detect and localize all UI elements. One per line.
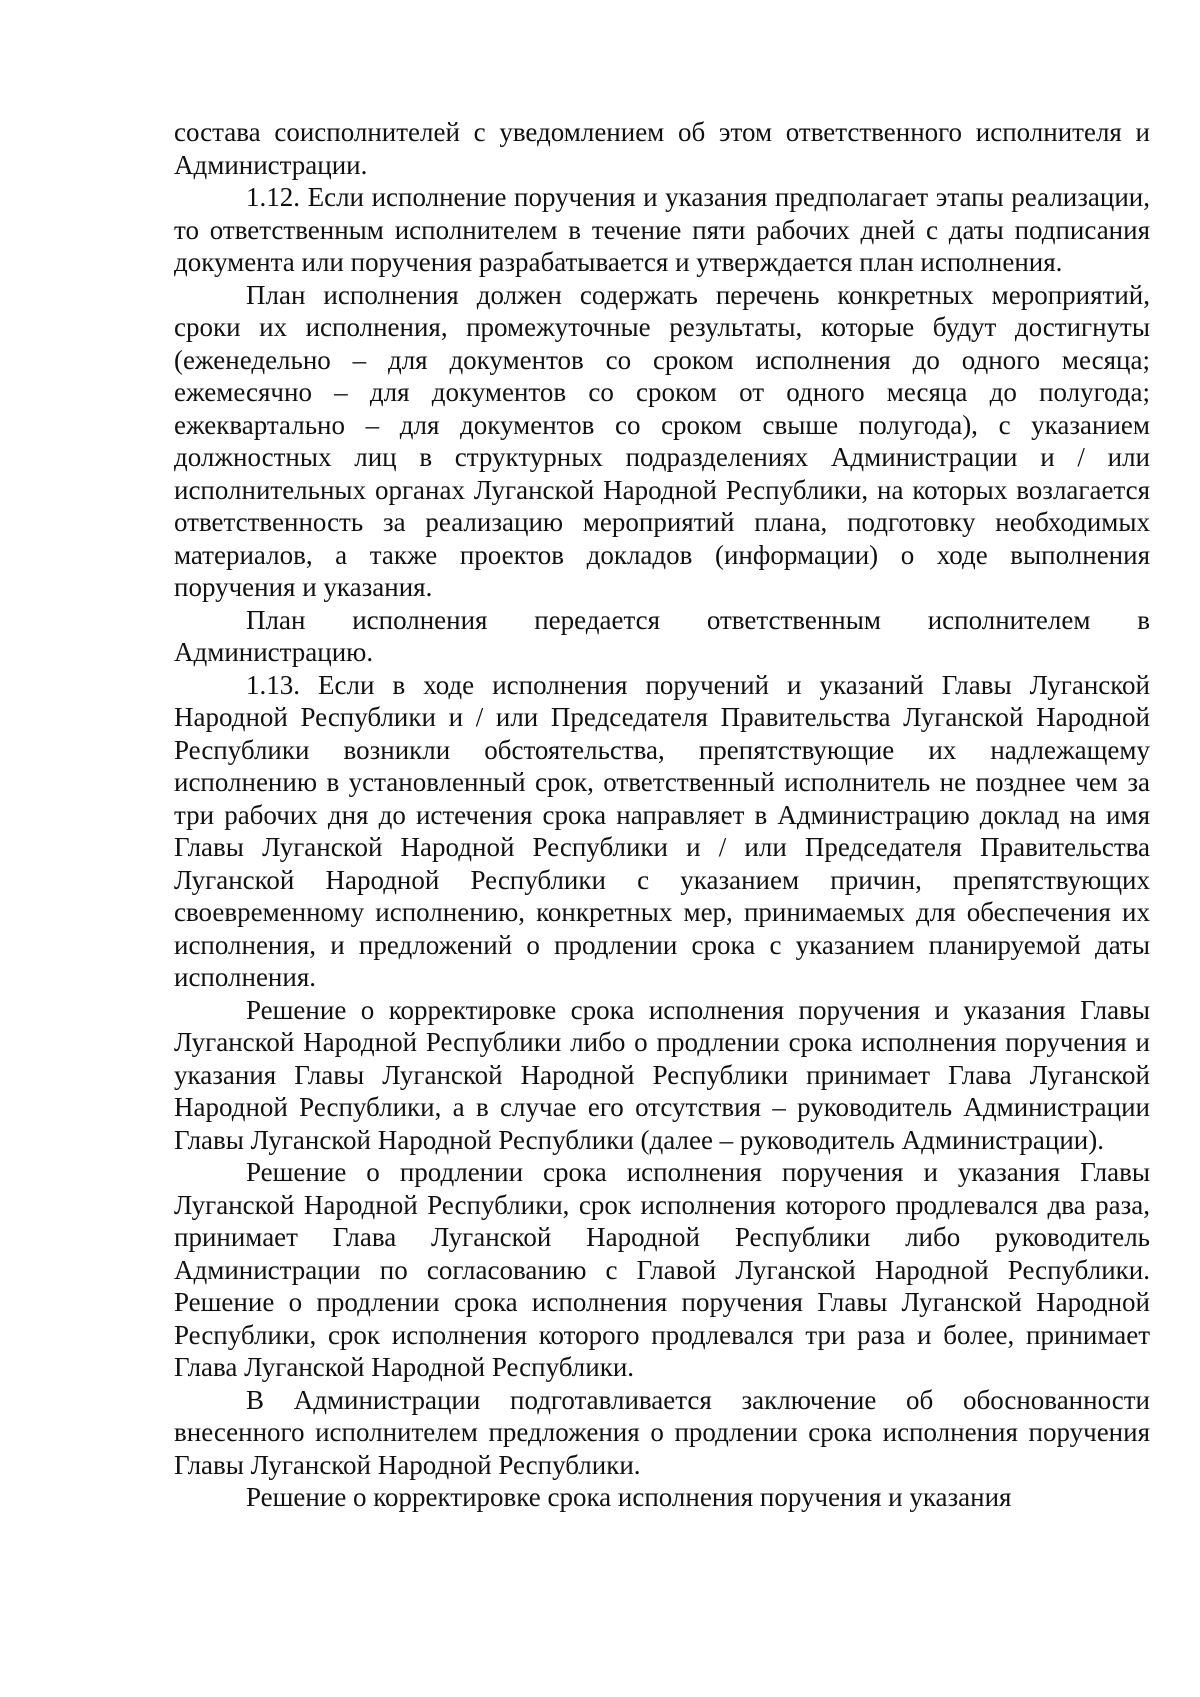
document-page: [174, 116, 1150, 1514]
paragraph-justification-conclusion: В Администрации подготавливается заключение об обоснованности внесенного исполнителем предложения о продлении срока исполнения поручения Главы Луганской Народной Республики.: [174, 1384, 1150, 1480]
paragraph-truncated: Решение о корректировке срока исполнения поручения и указания: [246, 1482, 1012, 1512]
paragraph-repeated-extension: Решение о продлении срока исполнения поручения и указания Главы Луганской Народной Республики, срок исполнения которого продлевался два раза, принимает Глава Луганской Народной Республики либо руководитель Администрации по согласованию с Главой Луганской Народной Республики. Решение о продлении срока исполнения поручения Главы Луганской Народной Республики, срок исполнения которого продлевался три раза и более, принимает Глава Луганской Народной Республики.: [174, 1157, 1150, 1382]
paragraph-plan-transfer: План исполнения передается ответственным исполнителем в Администрацию.: [174, 604, 1150, 667]
paragraph-continuation: состава соисполнителей с уведомлением об этом ответственного исполнителя и Администрации.: [174, 117, 1150, 180]
paragraph-1-12: 1.12. Если исполнение поручения и указания предполагает этапы реализации, то ответственным исполнителем в течение пяти рабочих дней с даты подписания документа или поручения разрабатывается и утверждается план исполнения.: [174, 182, 1150, 277]
paragraph-plan-content: План исполнения должен содержать перечень конкретных мероприятий, сроки их исполнения, промежуточные результаты, которые будут достигнуты (еженедельно – для документов со сроком исполнения до одного месяца; ежемесячно – для документов со сроком от одного месяца до полугода; ежеквартально – для документов со сроком свыше полугода), с указанием должностных лиц в структурных подразделениях Администрации и / или исполнительных органах Луганской Народной Республики, на которых возлагается ответственность за реализацию мероприятий плана, подготовку необходимых материалов, а также проектов докладов (информации) о ходе выполнения поручения и указания.: [174, 279, 1150, 602]
paragraph-deadline-adjustment: Решение о корректировке срока исполнения поручения и указания Главы Луганской Народной Республики либо о продлении срока исполнения поручения и указания Главы Луганской Народной Республики принимает Глава Луганской Народной Республики, а в случае его отсутствия – руководитель Администрации Главы Луганской Народной Республики (далее – руководитель Администрации).: [174, 994, 1150, 1155]
paragraph-1-13: 1.13. Если в ходе исполнения поручений и указаний Главы Луганской Народной Республики и / или Председателя Правительства Луганской Народной Республики возникли обстоятельства, препятствующие их надлежащему исполнению в установленный срок, ответственный исполнитель не позднее чем за три рабочих дня до истечения срока направляет в Администрацию доклад на имя Главы Луганской Народной Республики и / или Председателя Правительства Луганской Народной Республики с указанием причин, препятствующих своевременному исполнению, конкретных мер, принимаемых для обеспечения их исполнения, и предложений о продлении срока с указанием планируемой даты исполнения.: [174, 669, 1150, 992]
